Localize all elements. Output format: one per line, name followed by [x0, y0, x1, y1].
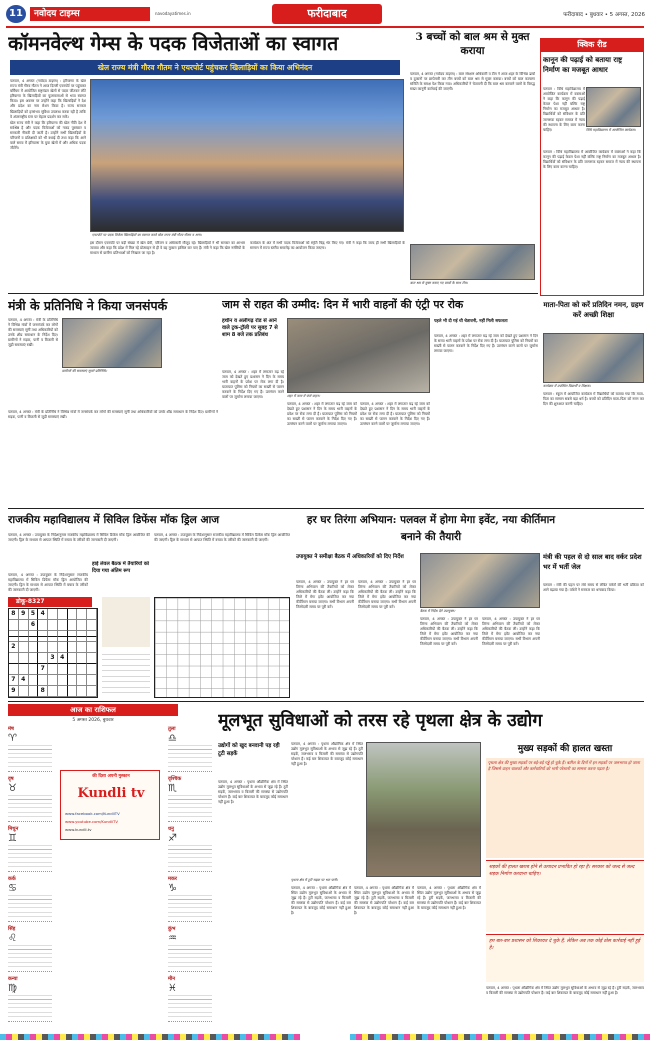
- child-labour-headline: 3 बच्चों को बाल श्रम से मुक्त कराया: [415, 31, 530, 57]
- sudoku-cell: [77, 686, 87, 697]
- industry-sub: उद्योगों को खुद बनवानी पड़ रही टूटी सड़कें: [218, 743, 280, 757]
- horoscope-sign: [8, 926, 52, 972]
- lead-body-2: खेल राज्य मंत्री ने कहा कि हरियाणा की खेल नीति देश में सर्वश्रेष्ठ है और पदक विजेताओं को नकद पुरस्कार व सरकारी नौकरी दी जाती है। उन्होंने सभी खिलाड़ियों के परिजनों व प्रशिक्षकों को भी बधाई दी तथा कहा कि आने वाले समय में हरियाणा के युवा खेलों में और अधिक पदक जीतेंगे।: [10, 120, 86, 151]
- sudoku-cell: 8: [9, 609, 19, 620]
- horoscope-sign-name: तुला: [168, 726, 176, 732]
- quick-read-headline: कानून की पढ़ाई को बताया राष्ट्र निर्माण का मजबूत आधार: [543, 55, 623, 74]
- sudoku-cell: [19, 653, 29, 664]
- section-name: फरीदाबाद: [272, 4, 382, 24]
- tiranga-sub: उपायुक्त ने समीक्षा बैठक में अधिकारियों को दिए निर्देश: [296, 554, 404, 560]
- sudoku-cell: 5: [29, 609, 39, 620]
- horoscope-text-lines: [168, 895, 212, 917]
- industry-body-5: पलवल, 4 अगस्त : पृथला औद्योगिक क्षेत्र में स्थित उद्योग मूलभूत सुविधाओं के अभाव से जूझ रहे हैं। टूटी सड़कें, जलभराव व बिजली की समस्या से उद्योगपति परेशान हैं। कई बार शिकायत के बावजूद कोई समाधान नहीं हुआ है।: [417, 886, 481, 911]
- horoscope-sign-name: मकर: [168, 876, 177, 882]
- sudoku-cell: [48, 675, 58, 686]
- mata-pita-body: पलवल : स्कूल में आयोजित कार्यक्रम में विद्यार्थियों को बताया गया कि माता-पिता का सम्मान सबसे बड़ा धर्म है। बच्चों को प्रतिदिन माता-पिता को नमन कर दिन की शुरुआत करनी चाहिए।: [543, 392, 644, 407]
- child-labour-photo-caption: बाल श्रम से मुक्त कराए गए बच्चों के साथ टीम।: [410, 281, 468, 285]
- sudoku-cell: [48, 642, 58, 653]
- sudoku-cell: [19, 686, 29, 697]
- sudoku-cell: 4: [38, 609, 48, 620]
- traffic-body-3: पलवल, 4 अगस्त : शहर में लगातार बढ़ रहे जाम को देखते हुए प्रशासन ने दिन के समय भारी वाहनों के प्रवेश पर रोक लगा दी है। यातायात पुलिस को नियमों का सख्ती से पालन करवाने के निर्देश दिए गए हैं। उल्लंघन करने वालों पर जुर्माना लगाया जाएगा।: [360, 402, 430, 427]
- horoscope-sign: [8, 726, 52, 772]
- zodiac-icon: ♈: [8, 733, 17, 744]
- sudoku-cell: [58, 642, 68, 653]
- horoscope-text-lines: [8, 795, 52, 817]
- janasampark-photo-caption: ग्रामीणों की समस्याएं सुनते प्रतिनिधि।: [62, 369, 108, 373]
- traffic-sub-1: हथीन व अलीगढ़ रोड से आने वाले ट्रक-ट्रॉली पर सुबह 7 से शाम 8 बजे तक प्रतिबंध: [222, 318, 278, 338]
- sudoku-cell: 9: [9, 686, 19, 697]
- page-number: 11: [6, 5, 26, 23]
- sudoku-cell: [58, 686, 68, 697]
- tiranga-body-1: पलवल, 4 अगस्त : उपायुक्त ने हर घर तिरंगा अभियान की तैयारियों को लेकर अधिकारियों की बैठक ली। उन्होंने कहा कि जिले में मेगा इवेंट आयोजित कर नया कीर्तिमान बनाया जाएगा। सभी विभाग अपनी जिम्मेदारी समय पर पूरी करें।: [296, 580, 354, 610]
- sudoku-cell: [19, 642, 29, 653]
- industry-quote-1: सड़कों की हालत खराब होने से उत्पादन प्रभावित हो रहा है। सरकार को जल्द से जल्द सड़क निर्माण करवाना चाहिए।: [486, 860, 644, 932]
- civil-defence-body-1: पलवल, 4 अगस्त : उपायुक्त के निर्देशानुसार राजकीय महाविद्यालय में सिविल डिफेंस मॉक ड्रिल आयोजित की जाएगी। ड्रिल के माध्यम से आपात स्थिति में बचाव के तरीकों की जानकारी दी जाएगी।: [8, 533, 150, 543]
- divider-2: [8, 508, 644, 509]
- sudoku-cell: [58, 620, 68, 631]
- sudoku-cell: [87, 664, 97, 675]
- sudoku-cell: [77, 664, 87, 675]
- lead-body-4: कार्यक्रम के अंत में सभी पदक विजेताओं को स्मृति चिह्न भेंट किए गए। मंत्री ने कहा कि जल्द ही सभी खिलाड़ियों के सम्मान में राज्य स्तरीय समारोह का आयोजन किया जाएगा।: [250, 241, 405, 251]
- sudoku-cell: [9, 653, 19, 664]
- lead-body-1: पलवल, 4 अगस्त (नवोदय टाइम्स) : हरियाणा के खेल राज्य मंत्री गौरव गौतम ने आज दिल्ली एयरपोर्ट पर पहुंचकर बर्मिंघम में आयोजित राष्ट्रमंडल खेलों से पदक जीतकर लौटे हरियाणा के खिलाड़ियों का फूलमालाओं से भव्य स्वागत किया। इस अवसर पर उन्होंने कहा कि खिलाड़ियों ने देश और प्रदेश का नाम रोशन किया है। राज्य सरकार खिलाड़ियों को हरसंभव सुविधा उपलब्ध करवा रही है ताकि वे अंतरराष्ट्रीय स्तर पर बेहतर प्रदर्शन कर सकें।: [10, 79, 86, 119]
- mata-pita-headline: माता-पिता को करें प्रतिदिन नमन, ग्रहण करें अच्छी शिक्षा: [543, 300, 644, 319]
- sudoku-cell: [68, 609, 78, 620]
- zodiac-icon: ♓: [168, 983, 177, 994]
- tiranga-body-4: पलवल, 4 अगस्त : उपायुक्त ने हर घर तिरंगा अभियान की तैयारियों को लेकर अधिकारियों की बैठक ली। उन्होंने कहा कि जिले में मेगा इवेंट आयोजित कर नया कीर्तिमान बनाया जाएगा। सभी विभाग अपनी जिम्मेदारी समय पर पूरी करें।: [482, 617, 540, 647]
- kundli-youtube: www.youtube.com/KundliTV: [65, 819, 118, 824]
- child-labour-photo: [410, 244, 535, 280]
- sudoku-cell: [87, 686, 97, 697]
- traffic-body-4: पलवल, 4 अगस्त : शहर में लगातार बढ़ रहे जाम को देखते हुए प्रशासन ने दिन के समय भारी वाहनों के प्रवेश पर रोक लगा दी है। यातायात पुलिस को नियमों का सख्ती से पालन करवाने के निर्देश दिए गए हैं। उल्लंघन करने वालों पर जुर्माना लगाया जाएगा।: [434, 334, 538, 354]
- civil-defence-sub: हाई लेवल बैठक में तैयारियों को दिया गया अंतिम रूप: [92, 561, 149, 574]
- tiranga-photo-caption: बैठक में निर्देश देते उपायुक्त।: [420, 609, 456, 613]
- registration-strip-left: [0, 1034, 300, 1040]
- horoscope-sign-name: मेष: [8, 726, 14, 732]
- masthead-rule: [6, 26, 644, 28]
- sudoku-cell: [9, 664, 19, 675]
- sudoku-cell: [48, 620, 58, 631]
- sudoku-cell: [48, 664, 58, 675]
- kundli-facebook: www.facebook.com/KundliTV: [65, 811, 120, 816]
- sudoku-cell: [38, 642, 48, 653]
- zodiac-icon: ♉: [8, 783, 17, 794]
- worker-headline: मंत्री की पहल से दो साल बाद वर्कर प्रदेश भर में भर्ती जेल: [543, 553, 642, 571]
- janasampark-photo: [62, 318, 162, 368]
- industry-body-6: पलवल, 4 अगस्त : पृथला औद्योगिक क्षेत्र में स्थित उद्योग मूलभूत सुविधाओं के अभाव से जूझ रहे हैं। टूटी सड़कें, जलभराव व बिजली की समस्या से उद्योगपति परेशान हैं। कई बार शिकायत के बावजूद कोई समाधान नहीं हुआ है।: [486, 986, 644, 996]
- crossword-grid: [154, 597, 290, 698]
- horoscope-sign-name: धनु: [168, 826, 174, 832]
- horoscope-text-lines: [8, 895, 52, 917]
- lead-body-3: इस दौरान एयरपोर्ट पर बड़ी संख्या में खेल प्रेमी, परिजन व अधिकारी मौजूद रहे। खिलाड़ियों ने भी सरकार का आभार जताया और कहा कि प्रदेश में मिल रहे प्रोत्साहन से ही वे यह मुकाम हासिल कर पाए हैं। मंत्री ने कहा कि खेल नर्सरियों के माध्यम से ग्रामीण प्रतिभाओं को निखारा जा रहा है।: [90, 241, 245, 256]
- lead-column-2: [90, 241, 245, 291]
- industry-box-title: मुख्य सड़कों की हालत खस्ता: [517, 744, 613, 754]
- crossword-area: [102, 650, 150, 698]
- sudoku-cell: [29, 642, 39, 653]
- horoscope-sign-name: मिथुन: [8, 826, 19, 832]
- sudoku-cell: 2: [9, 642, 19, 653]
- janasampark-body-2: पलवल, 4 अगस्त : मंत्री के प्रतिनिधि ने विभिन्न गांवों में जनसंपर्क कर लोगों की समस्याएं सुनीं तथा अधिकारियों को उनके शीघ्र समाधान के निर्देश दिए। ग्रामीणों ने सड़क, पानी व बिजली से जुड़ी समस्याएं रखीं।: [8, 410, 218, 420]
- sudoku-cell: [77, 675, 87, 686]
- mata-pita-photo: [543, 333, 644, 383]
- sudoku-cell: 3: [48, 653, 58, 664]
- sudoku-grid: [8, 608, 98, 698]
- sudoku-cell: 4: [19, 675, 29, 686]
- traffic-body-2: पलवल, 4 अगस्त : शहर में लगातार बढ़ रहे जाम को देखते हुए प्रशासन ने दिन के समय भारी वाहनों के प्रवेश पर रोक लगा दी है। यातायात पुलिस को नियमों का सख्ती से पालन करवाने के निर्देश दिए गए हैं। उल्लंघन करने वालों पर जुर्माना लगाया जाएगा।: [287, 402, 357, 427]
- horoscope-label: आज का राशिफल: [8, 704, 178, 716]
- traffic-body-1: पलवल, 4 अगस्त : शहर में लगातार बढ़ रहे जाम को देखते हुए प्रशासन ने दिन के समय भारी वाहनों के प्रवेश पर रोक लगा दी है। यातायात पुलिस को नियमों का सख्ती से पालन करवाने के निर्देश दिए गए हैं। उल्लंघन करने वालों पर जुर्माना लगाया जाएगा।: [222, 370, 284, 400]
- dateline: फरीदाबाद • बुधवार • 5 अगस्त, 2026: [563, 12, 645, 18]
- sudoku-cell: [9, 620, 19, 631]
- sudoku-cell: [68, 642, 78, 653]
- paper-url: navodayatimes.in: [155, 11, 191, 16]
- sudoku-cell: 7: [38, 664, 48, 675]
- industry-photo-caption: पृथला क्षेत्र में टूटी सड़क पर भरा पानी।: [291, 878, 338, 882]
- horoscope-text-lines: [168, 745, 212, 767]
- sudoku-cell: [77, 653, 87, 664]
- horoscope-sign: [168, 826, 212, 872]
- divider-1: [8, 293, 538, 294]
- lead-column-1: [10, 79, 86, 359]
- tiranga-photo: [420, 553, 540, 608]
- horoscope-sign: [8, 826, 52, 872]
- janasampark-headline: मंत्री के प्रतिनिधि ने किया जनसंपर्क: [8, 298, 168, 313]
- sudoku-cell: [29, 664, 39, 675]
- horoscope-sign: [8, 776, 52, 822]
- sudoku-cell: [58, 609, 68, 620]
- sudoku-cell: [48, 686, 58, 697]
- horoscope-text-lines: [8, 945, 52, 967]
- industry-photo: [366, 742, 481, 877]
- traffic-headline: जाम से राहत की उम्मीद: दिन में भारी वाहनों की एंट्री पर रोक: [222, 298, 464, 311]
- tiranga-body-2: पलवल, 4 अगस्त : उपायुक्त ने हर घर तिरंगा अभियान की तैयारियों को लेकर अधिकारियों की बैठक ली। उन्होंने कहा कि जिले में मेगा इवेंट आयोजित कर नया कीर्तिमान बनाया जाएगा। सभी विभाग अपनी जिम्मेदारी समय पर पूरी करें।: [358, 580, 416, 610]
- lead-photo: [90, 79, 404, 232]
- paper-name: नवोदय टाइम्स: [30, 7, 150, 21]
- sudoku-cell: [58, 675, 68, 686]
- zodiac-icon: ♍: [8, 983, 17, 994]
- sudoku-cell: [68, 620, 78, 631]
- industry-body-4: पलवल, 4 अगस्त : पृथला औद्योगिक क्षेत्र में स्थित उद्योग मूलभूत सुविधाओं के अभाव से जूझ रहे हैं। टूटी सड़कें, जलभराव व बिजली की समस्या से उद्योगपति परेशान हैं। कई बार शिकायत के बावजूद कोई समाधान नहीं हुआ है।: [354, 886, 414, 916]
- tiranga-headline: हर घर तिरंगा अभियान: पलवल में होगा मेगा इवेंट, नया कीर्तिमान बनाने की तैयारी: [306, 514, 556, 543]
- horoscope-sign: [168, 976, 212, 1022]
- divider-3: [8, 701, 644, 702]
- sudoku-cell: 6: [29, 620, 39, 631]
- sudoku-cell: [68, 664, 78, 675]
- sudoku-rules: [102, 597, 150, 647]
- horoscope-text-lines: [168, 845, 212, 867]
- sudoku-cell: [19, 620, 29, 631]
- sudoku-cell: [87, 609, 97, 620]
- quick-read-body-cont: पलवल : विधि महाविद्यालय में आयोजित कार्यक्रम में वक्ताओं ने कहा कि कानून की पढ़ाई केवल पेशा नहीं बल्कि राष्ट्र निर्माण का मजबूत आधार है। विद्यार्थियों को संविधान के प्रति जागरूक रहकर समाज में न्याय की स्थापना के लिए काम करना चाहिए।: [543, 150, 641, 170]
- horoscope-text-lines: [8, 845, 52, 867]
- sudoku-cell: [38, 675, 48, 686]
- sudoku-cell: [77, 642, 87, 653]
- sudoku-cell: [29, 686, 39, 697]
- sudoku-cell: [87, 642, 97, 653]
- sudoku-cell: 9: [19, 609, 29, 620]
- horoscope-text-lines: [168, 945, 212, 967]
- sudoku-cell: [87, 620, 97, 631]
- industry-box-body: पृथला क्षेत्र की मुख्य सड़कों पर बड़े-बड़े गड्ढे हो चुके हैं। बारिश के दिनों में इन सड़कों पर जलभराव हो जाता है जिससे वाहन चालकों और कर्मचारियों को भारी परेशानी का सामना करना पड़ता है।: [486, 758, 644, 858]
- kundli-ad: [60, 770, 160, 840]
- zodiac-icon: ♏: [168, 783, 177, 794]
- civil-defence-body-2: पलवल, 4 अगस्त : उपायुक्त के निर्देशानुसार राजकीय महाविद्यालय में सिविल डिफेंस मॉक ड्रिल आयोजित की जाएगी। ड्रिल के माध्यम से आपात स्थिति में बचाव के तरीकों की जानकारी दी जाएगी।: [154, 533, 290, 543]
- traffic-sub-2: पहले भी दी गई थी चेतावनी, नहीं मिली सफलता: [434, 318, 508, 323]
- horoscope-sign-name: वृष: [8, 776, 14, 782]
- kundli-web: www.kundli.tv: [65, 827, 92, 832]
- sudoku-cell: [38, 653, 48, 664]
- zodiac-icon: ♊: [8, 833, 17, 844]
- horoscope-sign-name: सिंह: [8, 926, 16, 932]
- sudoku-cell: [87, 675, 97, 686]
- zodiac-icon: ♑: [168, 883, 177, 894]
- horoscope-sign-name: कन्या: [8, 976, 18, 982]
- sudoku-cell: [68, 675, 78, 686]
- sudoku-cell: [29, 653, 39, 664]
- lead-subhead: खेल राज्य मंत्री गौरव गौतम ने एयरपोर्ट पहुंचकर खिलाड़ियों का किया अभिनंदन: [10, 60, 400, 75]
- horoscope-date: 5 अगस्त 2026, बुधवार: [72, 718, 114, 723]
- industry-quote-2: हम बार-बार प्रशासन को शिकायत दे चुके हैं, लेकिन अब तक कोई ठोस कार्रवाई नहीं हुई है।: [486, 934, 644, 982]
- traffic-photo-caption: शहर में जाम में फंसे वाहन।: [287, 394, 320, 398]
- industry-body-1: पलवल, 4 अगस्त : पृथला औद्योगिक क्षेत्र में स्थित उद्योग मूलभूत सुविधाओं के अभाव से जूझ रहे हैं। टूटी सड़कें, जलभराव व बिजली की समस्या से उद्योगपति परेशान हैं। कई बार शिकायत के बावजूद कोई समाधान नहीं हुआ है।: [218, 780, 288, 805]
- lead-column-3: [250, 241, 405, 291]
- masthead: [0, 0, 650, 28]
- zodiac-icon: ♎: [168, 733, 177, 744]
- kundli-ad-title: की दिशा अपनी मुस्कान: [92, 774, 130, 779]
- horoscope-sign: [8, 876, 52, 922]
- sudoku-cell: [48, 609, 58, 620]
- sudoku-cell: [77, 609, 87, 620]
- sudoku-cell: [38, 620, 48, 631]
- tiranga-body-3: पलवल, 4 अगस्त : उपायुक्त ने हर घर तिरंगा अभियान की तैयारियों को लेकर अधिकारियों की बैठक ली। उन्होंने कहा कि जिले में मेगा इवेंट आयोजित कर नया कीर्तिमान बनाया जाएगा। सभी विभाग अपनी जिम्मेदारी समय पर पूरी करें।: [420, 617, 478, 647]
- lead-headline: कॉमनवेल्थ गेम्स के पदक विजेताओं का स्वागत: [8, 32, 339, 55]
- horoscope-sign: [168, 876, 212, 922]
- horoscope-sign: [168, 726, 212, 772]
- horoscope-sign-name: कर्क: [8, 876, 16, 882]
- janasampark-body: पलवल, 4 अगस्त : मंत्री के प्रतिनिधि ने विभिन्न गांवों में जनसंपर्क कर लोगों की समस्याएं सुनीं तथा अधिकारियों को उनके शीघ्र समाधान के निर्देश दिए। ग्रामीणों ने सड़क, पानी व बिजली से जुड़ी समस्याएं रखीं।: [8, 318, 58, 348]
- traffic-photo: [287, 318, 430, 393]
- sudoku-cell: [87, 653, 97, 664]
- zodiac-icon: ♋: [8, 883, 17, 894]
- sudoku-label: डोकू-8327: [8, 597, 92, 607]
- sudoku-cell: [29, 675, 39, 686]
- sudoku-cell: [68, 686, 78, 697]
- horoscope-sign: [8, 976, 52, 1022]
- horoscope-sign-name: कुंभ: [168, 926, 176, 932]
- quick-read-photo-caption: विधि महाविद्यालय में आयोजित कार्यक्रम।: [586, 128, 636, 132]
- sudoku-cell: [19, 664, 29, 675]
- sudoku-cell: [77, 620, 87, 631]
- horoscope-sign-name: वृश्चिक: [168, 776, 182, 782]
- lead-photo-caption: एयरपोर्ट पर पदक विजेता खिलाड़ियों का स्वागत करते खेल राज्य मंत्री गौरव गौतम व अन्य।: [92, 233, 202, 237]
- civil-defence-headline: राजकीय महाविद्यालय में सिविल डिफेंस मॉक ड्रिल आज: [8, 514, 220, 526]
- horoscope-sign-name: मीन: [168, 976, 176, 982]
- horoscope-sign: [168, 776, 212, 822]
- sudoku-cell: 8: [38, 686, 48, 697]
- quick-read-body: पलवल : विधि महाविद्यालय में आयोजित कार्यक्रम में वक्ताओं ने कहा कि कानून की पढ़ाई केवल पेशा नहीं बल्कि राष्ट्र निर्माण का मजबूत आधार है। विद्यार्थियों को संविधान के प्रति जागरूक रहकर समाज में न्याय की स्थापना के लिए काम करना चाहिए।: [543, 87, 585, 132]
- worker-body: पलवल : मंत्री की पहल पर लंबे समय से लंबित वर्करों की भर्ती प्रक्रिया को आगे बढ़ाया गया है। वर्करों ने सरकार का धन्यवाद किया।: [543, 583, 644, 593]
- quick-read-photo: [586, 87, 641, 127]
- sudoku-cell: [58, 664, 68, 675]
- zodiac-icon: ♌: [8, 933, 17, 944]
- registration-strip-right: [350, 1034, 650, 1040]
- industry-body-3: पलवल, 4 अगस्त : पृथला औद्योगिक क्षेत्र में स्थित उद्योग मूलभूत सुविधाओं के अभाव से जूझ रहे हैं। टूटी सड़कें, जलभराव व बिजली की समस्या से उद्योगपति परेशान हैं। कई बार शिकायत के बावजूद कोई समाधान नहीं हुआ है।: [291, 886, 351, 916]
- sudoku-cell: 7: [9, 675, 19, 686]
- horoscope-text-lines: [168, 995, 212, 1017]
- industry-body-2: पलवल, 4 अगस्त : पृथला औद्योगिक क्षेत्र में स्थित उद्योग मूलभूत सुविधाओं के अभाव से जूझ रहे हैं। टूटी सड़कें, जलभराव व बिजली की समस्या से उद्योगपति परेशान हैं। कई बार शिकायत के बावजूद कोई समाधान नहीं हुआ है।: [291, 742, 363, 767]
- horoscope-text-lines: [8, 745, 52, 767]
- civil-defence-body-3: पलवल, 4 अगस्त : उपायुक्त के निर्देशानुसार राजकीय महाविद्यालय में सिविल डिफेंस मॉक ड्रिल आयोजित की जाएगी। ड्रिल के माध्यम से आपात स्थिति में बचाव के तरीकों की जानकारी दी जाएगी।: [8, 573, 88, 593]
- horoscope-text-lines: [168, 795, 212, 817]
- industry-headline: मूलभूत सुविधाओं को तरस रहे पृथला क्षेत्र के उद्योग: [218, 711, 543, 731]
- mata-pita-photo-caption: कार्यक्रम में उपस्थित विद्यार्थी व शिक्षक।: [543, 384, 591, 388]
- zodiac-icon: ♐: [168, 833, 177, 844]
- child-labour-body: पलवल, 4 अगस्त (नवोदय टाइम्स) : बाल संरक्षण अधिकारी व टीम ने आज शहर के विभिन्न ढाबों व दुकानों पर छापेमारी कर तीन बच्चों को बाल श्रम से मुक्त कराया। बच्चों को बाल कल्याण समिति के समक्ष पेश किया गया। अधिकारियों ने चेतावनी दी कि बाल श्रम करवाने वालों के विरुद्ध सख्त कानूनी कार्रवाई की जाएगी।: [410, 72, 535, 92]
- zodiac-icon: ♒: [168, 933, 177, 944]
- quick-read-label: क्विक रीड: [540, 38, 644, 52]
- sudoku-cell: [68, 653, 78, 664]
- kundli-brand: Kundli tv: [77, 786, 145, 801]
- horoscope-sign: [168, 926, 212, 972]
- sudoku-cell: 4: [58, 653, 68, 664]
- horoscope-text-lines: [8, 995, 52, 1017]
